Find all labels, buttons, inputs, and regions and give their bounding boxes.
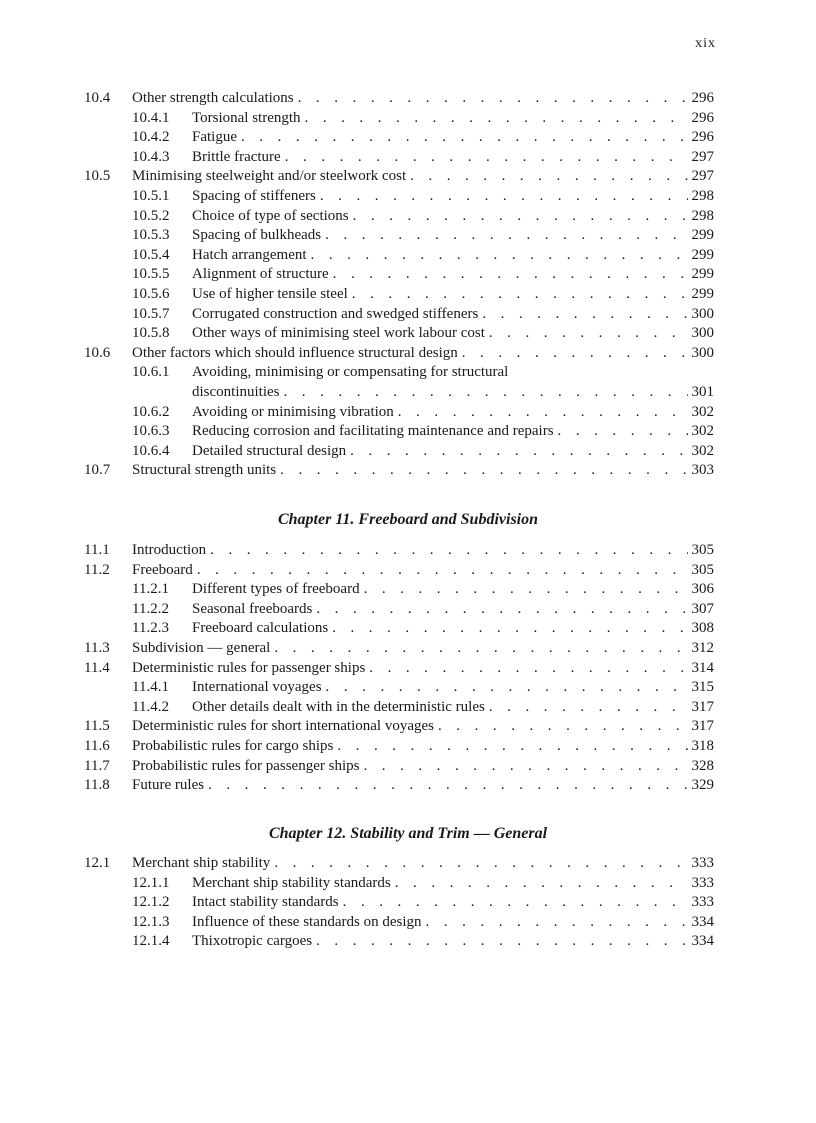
dot-leader (326, 678, 688, 698)
toc-entry-title-line (132, 717, 688, 737)
toc-entry-title-line (192, 422, 688, 442)
toc-entry-page: 305 (691, 542, 714, 558)
chapter-12-heading: Chapter 12. Stability and Trim — General (268, 825, 548, 842)
toc-entry-title-line (132, 776, 688, 796)
dot-leader (332, 619, 688, 639)
toc-entry-number: 12.1 (84, 855, 111, 871)
toc-entry-title-line (192, 207, 688, 227)
toc-entry-title: Structural strength units (132, 461, 280, 481)
toc-entry-page: 300 (691, 344, 714, 361)
dot-leader (410, 167, 688, 187)
toc-entry-title-line (192, 305, 688, 325)
dot-leader (337, 737, 688, 757)
toc-entry[interactable] (0, 874, 816, 894)
toc-entry-page: 297 (691, 148, 714, 165)
toc-entry-title: Different types of freeboard (192, 580, 364, 600)
toc-entry-number: 10.5.6 (132, 285, 170, 302)
dot-leader (343, 893, 688, 913)
toc-entry-title: Alignment of structure (192, 265, 333, 285)
toc-section-chapter-11 (0, 541, 816, 796)
toc-entry[interactable] (0, 461, 816, 481)
toc-entry-number: 11.2.2 (132, 600, 169, 617)
chapter-11-heading: Chapter 11. Freeboard and Subdivision (277, 511, 539, 528)
toc-entry-page: 333 (691, 894, 714, 911)
toc-entry-title: Other details dealt with in the deterministic rules (192, 698, 489, 718)
toc-entry-title-line (132, 344, 688, 364)
toc-entry[interactable] (0, 776, 816, 796)
toc-entry-title-line (132, 541, 688, 561)
toc-entry-title: Brittle fracture (192, 148, 285, 168)
toc-entry[interactable] (0, 109, 816, 129)
toc-entry-title: Probabilistic rules for passenger ships (132, 757, 363, 777)
dot-leader (426, 913, 688, 933)
dot-leader (325, 226, 688, 246)
toc-entry-page: 328 (691, 757, 714, 774)
toc-entry-title-line (192, 678, 688, 698)
toc-entry-title-line (192, 580, 688, 600)
toc-entry[interactable] (0, 717, 816, 737)
toc-entry-number: 12.1.1 (132, 874, 170, 891)
toc-entry-page: 299 (691, 227, 714, 244)
toc-entry-title: Intact stability standards (192, 893, 343, 913)
toc-entry-page: 317 (691, 718, 714, 735)
dot-leader (284, 383, 689, 403)
dot-leader (241, 128, 688, 148)
dot-leader (398, 403, 688, 423)
toc-entry-title: Thixotropic cargoes (192, 932, 316, 952)
dot-leader (320, 187, 688, 207)
toc-entry-number: 11.2.1 (132, 581, 169, 598)
toc-entry-title: Other strength calculations (132, 89, 298, 109)
toc-entry[interactable] (0, 383, 816, 403)
toc-entry[interactable] (0, 363, 816, 383)
dot-leader (395, 874, 688, 894)
toc-entry-page: 302 (691, 442, 714, 459)
toc-entry-number: 10.6.4 (132, 442, 170, 459)
toc-entry-title: Spacing of stiffeners (192, 187, 320, 207)
toc-entry-page: 302 (691, 423, 714, 440)
toc-entry-number: 10.6.1 (132, 364, 170, 381)
toc-entry[interactable] (0, 659, 816, 679)
toc-entry-title-line (132, 757, 688, 777)
toc-entry-page: 299 (691, 266, 714, 283)
dot-leader (280, 461, 688, 481)
toc-entry-title-line (192, 128, 688, 148)
toc-entry[interactable] (0, 678, 816, 698)
toc-entry-number: 11.3 (84, 639, 110, 656)
toc-entry-page: 333 (691, 855, 714, 871)
toc-entry-title-line (192, 148, 688, 168)
toc-entry-title: Fatigue (192, 128, 241, 148)
toc-entry-number: 12.1.3 (132, 913, 170, 930)
toc-entry-title: Freeboard (132, 561, 197, 581)
toc-entry-number: 10.5.4 (132, 246, 170, 263)
toc-entry-page: 329 (691, 777, 714, 794)
toc-entry-page: 307 (691, 600, 714, 617)
toc-entry-page: 299 (691, 246, 714, 263)
toc-entry-title-line (192, 383, 688, 403)
toc-entry-title-line (132, 167, 688, 187)
dot-leader (489, 698, 688, 718)
toc-entry-title-line (192, 246, 688, 266)
toc-entry-number: 11.8 (84, 777, 110, 794)
toc-entry[interactable] (0, 128, 816, 148)
toc-entry-title-line (132, 854, 688, 874)
toc-entry-title-line (192, 226, 688, 246)
dot-leader (482, 305, 688, 325)
toc-entry-title: Corrugated construction and swedged stiffeners (192, 305, 482, 325)
dot-leader (364, 580, 688, 600)
toc-entry-title-line (192, 874, 688, 894)
toc-entry[interactable] (0, 167, 816, 187)
toc-entry-title: Choice of type of sections (192, 207, 353, 227)
toc-entry-title: Freeboard calculations (192, 619, 332, 639)
toc-entry[interactable] (0, 148, 816, 168)
toc-section-chapter-10 (0, 89, 816, 481)
toc-entry-title: Merchant ship stability (132, 854, 274, 874)
toc-entry[interactable] (0, 541, 816, 561)
dot-leader (333, 265, 688, 285)
toc-entry-title-line (192, 324, 688, 344)
toc-entry[interactable] (0, 226, 816, 246)
dot-leader (363, 757, 688, 777)
toc-entry-title: Probabilistic rules for cargo ships (132, 737, 337, 757)
dot-leader (274, 854, 688, 874)
toc-entry-page: 312 (691, 639, 714, 656)
dot-leader (274, 639, 688, 659)
dot-leader (350, 442, 688, 462)
toc-entry-number: 12.1.4 (132, 933, 170, 950)
toc-entry-title-line (192, 619, 688, 639)
toc-entry-title: Subdivision — general (132, 639, 274, 659)
toc-entry[interactable] (0, 619, 816, 639)
dot-leader (311, 246, 688, 266)
toc-entry-page: 315 (691, 679, 714, 696)
toc-entry-page: 299 (691, 285, 714, 302)
dot-leader (285, 148, 688, 168)
dot-leader (352, 285, 688, 305)
toc-entry[interactable] (0, 422, 816, 442)
dot-leader (305, 109, 688, 129)
toc-entry[interactable] (0, 893, 816, 913)
toc-entry-title-line (192, 403, 688, 423)
toc-entry-number: 11.1 (84, 542, 110, 558)
toc-entry-title: Reducing corrosion and facilitating maintenance and repairs (192, 422, 558, 442)
toc-entry[interactable] (0, 561, 816, 581)
toc-entry-title-line (192, 109, 688, 129)
toc-entry[interactable] (0, 600, 816, 620)
toc-entry-title: Seasonal freeboards (192, 600, 316, 620)
toc-entry-page: 296 (691, 129, 714, 146)
toc-entry-page: 296 (691, 109, 714, 126)
toc-entry[interactable] (0, 757, 816, 777)
toc-entry-page: 334 (691, 913, 714, 930)
toc-entry[interactable] (0, 698, 816, 718)
toc-entry-number: 10.4 (84, 90, 111, 106)
toc-entry-title-line (192, 363, 688, 383)
toc-entry-number: 10.7 (84, 462, 111, 479)
toc-entry-title-line (132, 639, 688, 659)
toc-entry[interactable] (0, 89, 816, 109)
toc-entry-page: 306 (691, 581, 714, 598)
toc-entry-title-line (132, 737, 688, 757)
toc-entry[interactable] (0, 305, 816, 325)
toc-entry-page: 296 (691, 90, 714, 106)
toc-entry-page: 302 (691, 403, 714, 420)
toc-entry[interactable] (0, 580, 816, 600)
toc-entry[interactable] (0, 854, 816, 874)
dot-leader (210, 541, 688, 561)
toc-entry-title-line (192, 893, 688, 913)
toc-entry-title-line (192, 932, 688, 952)
toc-entry-number: 10.6.3 (132, 423, 170, 440)
toc-entry-page: 297 (691, 168, 714, 185)
toc-entry-number: 10.5.8 (132, 325, 170, 342)
toc-entry-title: Spacing of bulkheads (192, 226, 325, 246)
dot-leader (208, 776, 688, 796)
toc-entry-number: 11.7 (84, 757, 110, 774)
toc-entry-number: 11.4 (84, 659, 110, 676)
toc-entry-page: 333 (691, 874, 714, 891)
toc-entry-title: discontinuities (192, 383, 284, 403)
toc-entry-title: Other factors which should influence structural design (132, 344, 462, 364)
toc-entry-page: 301 (691, 383, 714, 400)
toc-entry-number: 11.2 (84, 561, 110, 578)
dot-leader (197, 561, 688, 581)
toc-entry-title: Avoiding or minimising vibration (192, 403, 398, 423)
toc-entry-title-line (132, 561, 688, 581)
toc-entry-title-line (192, 600, 688, 620)
toc-entry-number: 10.5.3 (132, 227, 170, 244)
toc-entry-number: 11.4.1 (132, 679, 169, 696)
toc-entry-title-line (132, 659, 688, 679)
dot-leader (298, 89, 688, 109)
toc-entry-title: Avoiding, minimising or compensating for structural (192, 363, 512, 383)
toc-entry-page: 314 (691, 659, 714, 676)
toc-entry[interactable] (0, 265, 816, 285)
toc-entry-number: 11.6 (84, 737, 110, 754)
dot-leader (558, 422, 688, 442)
toc-entry-number: 11.5 (84, 718, 110, 735)
toc-entry-number: 10.6.2 (132, 403, 170, 420)
toc-entry-number: 10.4.1 (132, 109, 170, 126)
toc-entry-title: Hatch arrangement (192, 246, 311, 266)
toc-entry[interactable] (0, 207, 816, 227)
toc-entry-number: 10.5.1 (132, 187, 170, 204)
toc-entry-title: Future rules (132, 776, 208, 796)
toc-entry-title: Deterministic rules for short international voyages (132, 717, 438, 737)
toc-entry-number: 11.2.3 (132, 620, 169, 637)
toc-entry[interactable] (0, 639, 816, 659)
toc-entry-page: 300 (691, 305, 714, 322)
toc-entry-title-line (132, 89, 688, 109)
toc-entry-title-line (192, 265, 688, 285)
toc-entry-page: 303 (691, 462, 714, 479)
dot-leader (353, 207, 688, 227)
toc-entry[interactable] (0, 187, 816, 207)
toc-entry-title: Detailed structural design (192, 442, 350, 462)
toc-entry-page: 308 (691, 620, 714, 637)
toc-entry-number: 11.4.2 (132, 698, 169, 715)
dot-leader (438, 717, 688, 737)
toc-entry-page: 318 (691, 737, 714, 754)
toc-entry[interactable] (0, 403, 816, 423)
toc-entry-title: Deterministic rules for passenger ships (132, 659, 369, 679)
toc-entry-title: International voyages (192, 678, 326, 698)
toc-entry-title-line (192, 442, 688, 462)
toc-entry[interactable] (0, 913, 816, 933)
toc-entry-number: 10.4.2 (132, 129, 170, 146)
dot-leader (462, 344, 688, 364)
dot-leader (316, 600, 688, 620)
toc-entry-page: 298 (691, 207, 714, 224)
dot-leader (316, 932, 688, 952)
toc-entry-title: Influence of these standards on design (192, 913, 426, 933)
toc-entry-number: 10.5 (84, 168, 111, 185)
toc-entry-number: 12.1.2 (132, 894, 170, 911)
toc-entry-page: 334 (691, 933, 714, 950)
toc-entry[interactable] (0, 932, 816, 952)
toc-entry[interactable] (0, 737, 816, 757)
toc-entry-title: Minimising steelweight and/or steelwork cost (132, 167, 410, 187)
toc-entry[interactable] (0, 324, 816, 344)
toc-entry-page: 298 (691, 187, 714, 204)
toc-entry-number: 10.6 (84, 344, 111, 361)
toc-entry-number: 10.5.5 (132, 266, 170, 283)
page-number: xix (695, 36, 716, 51)
toc-entry-title-line (192, 285, 688, 305)
toc-entry-title-line (192, 698, 688, 718)
toc-section-chapter-12 (0, 854, 816, 952)
toc-entry-title-line (192, 187, 688, 207)
toc-entry-number: 10.5.7 (132, 305, 170, 322)
toc-entry-number: 10.5.2 (132, 207, 170, 224)
toc-entry[interactable] (0, 246, 816, 266)
toc-entry-title-line (192, 913, 688, 933)
toc-entry-title: Use of higher tensile steel (192, 285, 352, 305)
dot-leader (369, 659, 688, 679)
toc-entry[interactable] (0, 442, 816, 462)
dot-leader (489, 324, 688, 344)
toc-entry[interactable] (0, 285, 816, 305)
toc-entry-title-line (132, 461, 688, 481)
toc-entry-title: Introduction (132, 541, 210, 561)
toc-entry-title: Torsional strength (192, 109, 305, 129)
toc-entry[interactable] (0, 344, 816, 364)
toc-entry-title: Other ways of minimising steel work labour cost (192, 324, 489, 344)
toc-entry-page: 300 (691, 325, 714, 342)
toc-entry-title: Merchant ship stability standards (192, 874, 395, 894)
toc-entry-number: 10.4.3 (132, 148, 170, 165)
toc-entry-page: 305 (691, 561, 714, 578)
toc-entry-page: 317 (691, 698, 714, 715)
